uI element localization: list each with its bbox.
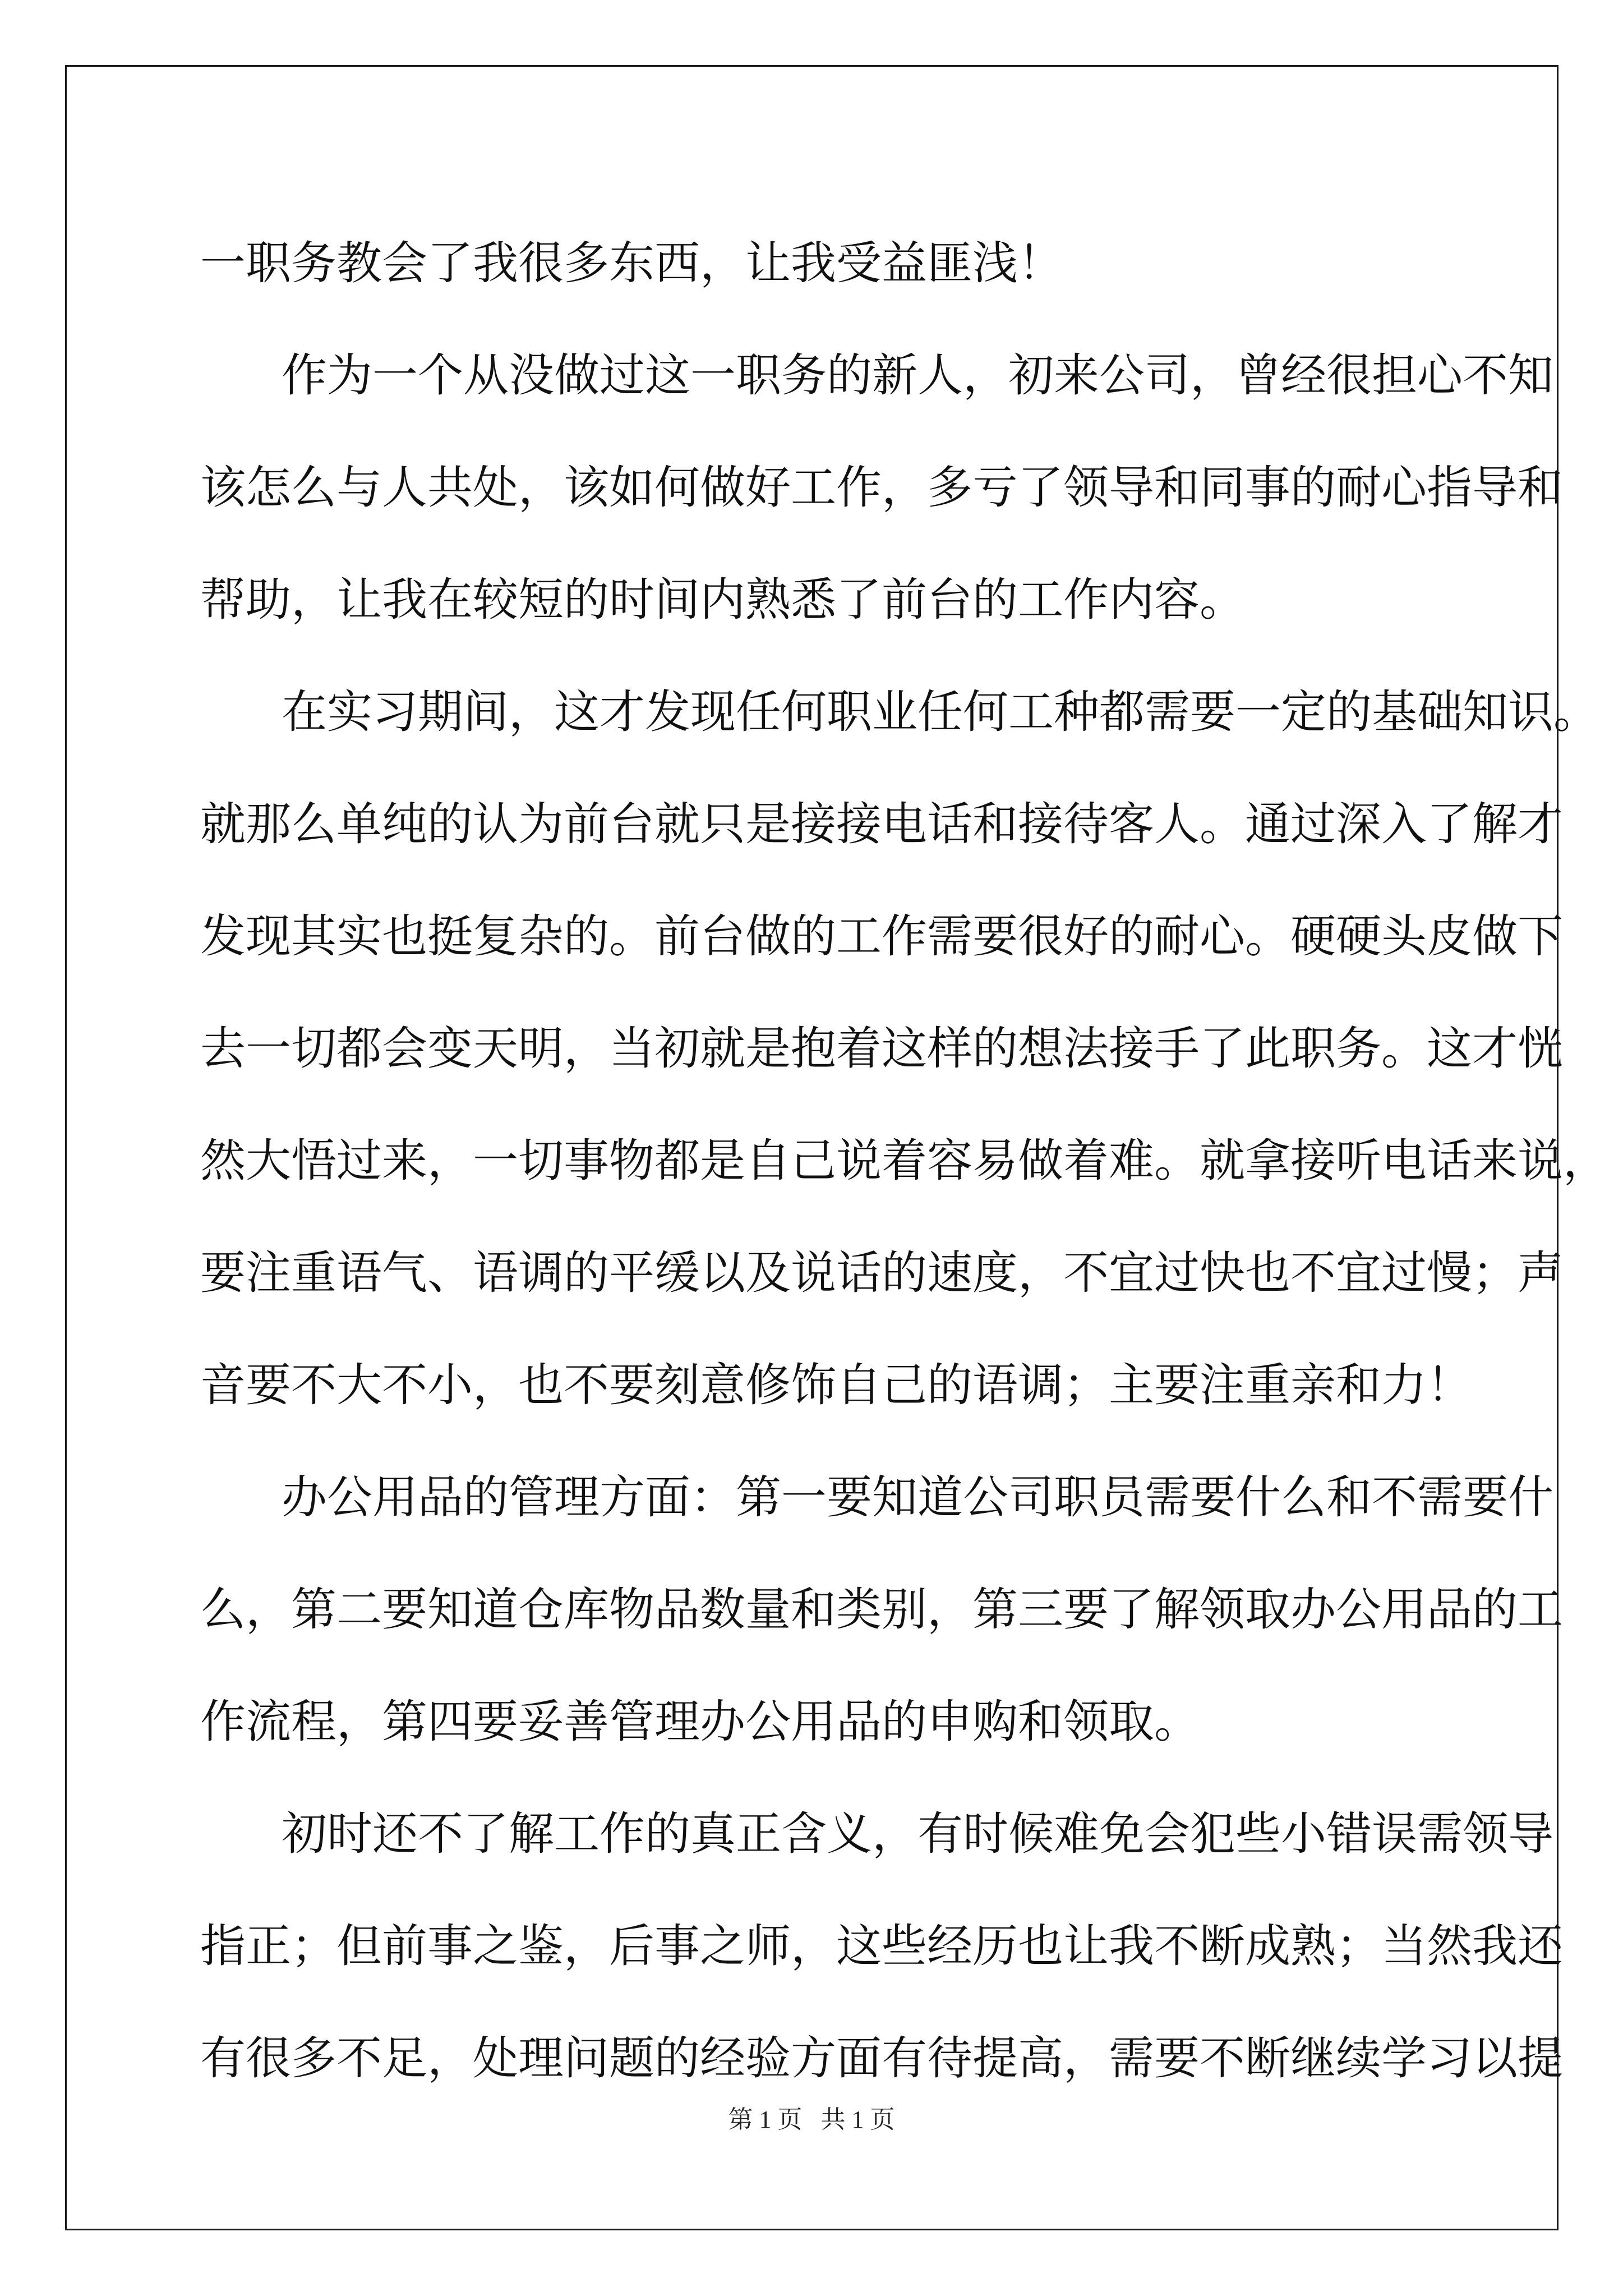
text-line: 作流程，第四要妥善管理办公用品的申购和领取。 bbox=[200, 1696, 1200, 1749]
text-line: 该怎么与人共处，该如何做好工作，多亏了领导和同事的耐心指导和 bbox=[200, 462, 1564, 514]
text-line: 然大悟过来，一切事物都是自己说着容易做着难。就拿接听电话来说， bbox=[200, 1135, 1609, 1188]
text-line: 发现其实也挺复杂的。前台做的工作需要很好的耐心。硬硬头皮做下 bbox=[200, 910, 1564, 963]
text-line: 帮助，让我在较短的时间内熟悉了前台的工作内容。 bbox=[200, 574, 1246, 627]
page-number-footer: 第 1 页 共 1 页 bbox=[728, 2106, 895, 2133]
text-line: 初时还不了解工作的真正含义，有时候难免会犯些小错误需领导 bbox=[282, 1808, 1554, 1861]
text-line: 在实习期间，这才发现任何职业任何工种都需要一定的基础知识。 bbox=[282, 686, 1599, 739]
text-line: 就那么单纯的认为前台就只是接接电话和接待客人。通过深入了解才 bbox=[200, 798, 1564, 851]
text-line: 办公用品的管理方面：第一要知道公司职员需要什么和不需要什 bbox=[282, 1471, 1554, 1524]
text-line: 么，第二要知道仓库物品数量和类别，第三要了解领取办公用品的工 bbox=[200, 1584, 1564, 1636]
text-line: 要注重语气、语调的平缓以及说话的速度，不宜过快也不宜过慢；声 bbox=[200, 1247, 1564, 1300]
document-body bbox=[200, 208, 1609, 2115]
text-line: 指正；但前事之鉴，后事之师，这些经历也让我不断成熟；当然我还 bbox=[200, 1920, 1564, 1973]
text-line: 去一切都会变天明，当初就是抱着这样的想法接手了此职务。这才恍 bbox=[200, 1023, 1564, 1075]
text-line: 作为一个从没做过这一职务的新人，初来公司，曾经很担心不知 bbox=[282, 349, 1554, 402]
text-line: 音要不大不小，也不要刻意修饰自己的语调；主要注重亲和力！ bbox=[200, 1359, 1473, 1412]
text-line: 有很多不足，处理问题的经验方面有待提高，需要不断继续学习以提 bbox=[200, 2032, 1564, 2085]
text-line: 一职务教会了我很多东西，让我受益匪浅！ bbox=[200, 237, 1064, 290]
